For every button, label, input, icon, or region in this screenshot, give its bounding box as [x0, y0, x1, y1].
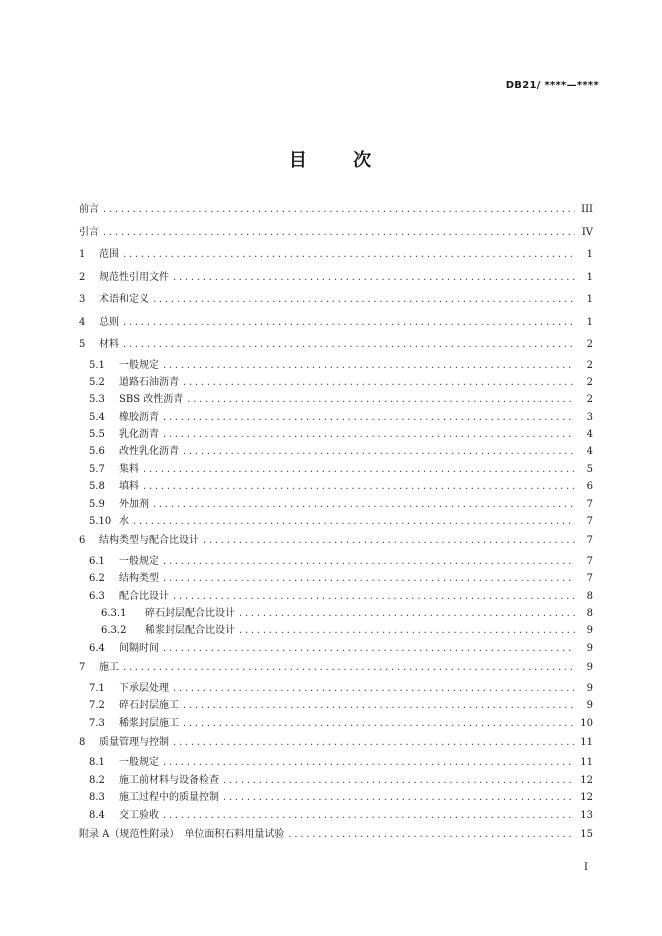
toc-entry-page: 12 — [580, 792, 593, 804]
toc-entry-page: 7 — [586, 498, 593, 510]
toc-dot-leader — [183, 443, 575, 460]
toc-entry[interactable] — [79, 680, 593, 697]
toc-entry[interactable] — [79, 244, 593, 267]
toc-entry-title: 稀浆封层施工 — [119, 717, 179, 729]
toc-entry-number: 5.10 — [89, 516, 112, 528]
toc-entry[interactable] — [79, 772, 593, 789]
toc-entry-number: 1 — [79, 249, 86, 260]
toc-dot-leader — [288, 824, 575, 847]
toc-entry-title: 一般规定 — [119, 359, 159, 371]
toc-entry-number: 6.2 — [89, 573, 105, 585]
toc-dot-leader — [163, 570, 575, 587]
toc-dot-leader — [163, 426, 575, 443]
document-code: DB21/ ****—**** — [505, 80, 599, 91]
toc-entry-number: 3 — [79, 294, 86, 305]
toc-entry-page: 13 — [580, 809, 593, 821]
toc-entry-page: 7 — [586, 516, 593, 528]
toc-entry[interactable] — [79, 754, 593, 771]
toc-entry-page: 1 — [586, 249, 593, 260]
toc-entry-title: 范围 — [99, 249, 119, 260]
toc-entry[interactable] — [79, 530, 593, 553]
toc-dot-leader — [173, 732, 575, 755]
toc-entry-title: 施工前材料与设备检查 — [119, 774, 219, 786]
toc-entry-page: 11 — [580, 736, 593, 748]
toc-entry-page: 8 — [586, 590, 593, 602]
toc-dot-leader — [223, 789, 575, 806]
toc-entry[interactable] — [79, 553, 593, 570]
toc-dot-leader — [239, 622, 575, 639]
toc-entry[interactable] — [79, 807, 593, 824]
toc-entry-page: 2 — [586, 359, 593, 371]
toc-entry-page: 1 — [586, 271, 593, 283]
toc-entry-title: 附录 A（规范性附录） 单位面积石料用量试验 — [79, 828, 285, 840]
toc-entry[interactable] — [79, 267, 593, 290]
toc-entry-number: 5.3 — [89, 394, 105, 406]
toc-dot-leader — [239, 605, 575, 622]
toc-entry-title: 交工验收 — [119, 809, 159, 821]
toc-entry-page: 2 — [586, 339, 593, 350]
toc-entry[interactable] — [79, 732, 593, 755]
toc-entry-page: 2 — [586, 394, 593, 406]
toc-entry[interactable] — [79, 824, 593, 847]
toc-entry-title: 水 — [119, 516, 129, 528]
toc-entry[interactable] — [79, 697, 593, 714]
toc-entry-title: 术语和定义 — [99, 294, 149, 305]
toc-entry[interactable] — [79, 443, 593, 460]
toc-entry-page: 9 — [586, 642, 593, 654]
toc-entry-page: 9 — [586, 662, 593, 674]
toc-dot-leader — [163, 357, 575, 374]
toc-entry[interactable] — [79, 478, 593, 495]
toc-entry[interactable] — [79, 789, 593, 806]
toc-entry-title: 总则 — [99, 316, 119, 328]
toc-entry-title: 下承层处理 — [119, 682, 169, 694]
toc-entry-title: 碎石封层配合比设计 — [145, 608, 235, 620]
toc-entry[interactable] — [79, 391, 593, 408]
toc-entry-title: 橡胶沥青 — [119, 411, 159, 423]
toc-entry-number: 8.1 — [89, 757, 105, 769]
toc-entry-page: 2 — [586, 376, 593, 388]
toc-dot-leader — [173, 267, 575, 290]
toc-entry-page: 6 — [586, 481, 593, 493]
toc-dot-leader — [163, 409, 575, 426]
toc-entry-page: 10 — [580, 717, 593, 729]
toc-entry-title: 碎石封层施工 — [119, 700, 179, 712]
toc-entry-number: 6.3 — [89, 590, 105, 602]
toc-entry-page: 1 — [586, 316, 593, 328]
toc-entry-number: 8.3 — [89, 792, 105, 804]
toc-entry-number: 6.4 — [89, 642, 105, 654]
toc-entry-number: 6 — [79, 535, 86, 547]
toc-entry-number: 5.2 — [89, 376, 105, 388]
toc-dot-leader — [133, 513, 575, 530]
toc-entry-number: 5.5 — [89, 429, 105, 441]
toc-dot-leader — [143, 478, 575, 495]
toc-entry[interactable] — [79, 570, 593, 587]
toc-entry-number: 5.8 — [89, 481, 105, 493]
toc-entry-number: 5.4 — [89, 411, 105, 423]
toc-entry-number: 5.1 — [89, 359, 105, 371]
toc-entry-page: 4 — [586, 429, 593, 441]
toc-entry[interactable] — [79, 426, 593, 443]
toc-entry-title: 改性乳化沥青 — [119, 446, 179, 458]
table-of-contents — [79, 199, 593, 846]
toc-dot-leader — [143, 461, 575, 478]
toc-entry-title: 稀浆封层配合比设计 — [145, 625, 235, 637]
toc-entry-page: 11 — [580, 757, 593, 769]
toc-dot-leader — [223, 772, 575, 789]
toc-dot-leader — [123, 334, 575, 357]
toc-dot-leader — [183, 715, 575, 732]
toc-dot-leader — [163, 640, 575, 657]
toc-entry-title: 填料 — [119, 481, 139, 493]
toc-dot-leader — [173, 588, 575, 605]
toc-entry-title: 前言 — [79, 204, 99, 215]
toc-entry-page: 7 — [586, 535, 593, 547]
toc-entry-number: 8.4 — [89, 809, 105, 821]
toc-dot-leader — [153, 289, 575, 312]
toc-entry-title: 结构类型与配合比设计 — [99, 535, 199, 547]
toc-entry-title: 材料 — [99, 339, 119, 350]
toc-entry[interactable] — [79, 513, 593, 530]
toc-entry-title: 间隔时间 — [119, 642, 159, 654]
toc-entry-title: 一般规定 — [119, 555, 159, 567]
footer-page-number: I — [584, 862, 588, 873]
toc-entry-title: 引言 — [79, 226, 99, 238]
toc-entry-title: SBS 改性沥青 — [119, 394, 184, 406]
toc-entry-number: 8.2 — [89, 774, 105, 786]
toc-entry-page: 1 — [586, 294, 593, 305]
toc-dot-leader — [163, 553, 575, 570]
toc-entry-title: 规范性引用文件 — [99, 271, 169, 283]
toc-entry-page: 9 — [586, 682, 593, 694]
toc-entry[interactable] — [79, 605, 593, 622]
toc-entry[interactable] — [79, 199, 593, 222]
toc-entry-title: 道路石油沥青 — [119, 376, 179, 388]
toc-entry-page: 4 — [586, 446, 593, 458]
toc-entry-number: 7 — [79, 662, 86, 674]
toc-entry[interactable] — [79, 622, 593, 639]
toc-entry-number: 6.1 — [89, 555, 105, 567]
toc-entry-page: IV — [581, 226, 593, 238]
toc-dot-leader — [173, 680, 575, 697]
toc-entry[interactable] — [79, 312, 593, 335]
toc-entry[interactable] — [79, 409, 593, 426]
toc-dot-leader — [123, 657, 575, 680]
toc-entry-number: 4 — [79, 316, 86, 328]
toc-entry-page: III — [581, 204, 593, 215]
toc-dot-leader — [153, 496, 575, 513]
toc-entry[interactable] — [79, 588, 593, 605]
toc-entry[interactable] — [79, 657, 593, 680]
toc-dot-leader — [163, 807, 575, 824]
toc-entry[interactable] — [79, 715, 593, 732]
toc-entry-number: 7.1 — [89, 682, 105, 694]
toc-entry-number: 6.3.1 — [101, 608, 127, 620]
toc-entry-page: 8 — [586, 608, 593, 620]
toc-entry-title: 配合比设计 — [119, 590, 169, 602]
toc-entry-number: 5.9 — [89, 498, 105, 510]
toc-entry-page: 9 — [586, 625, 593, 637]
toc-entry[interactable] — [79, 222, 593, 245]
toc-entry-number: 7.3 — [89, 717, 105, 729]
toc-entry-title: 施工过程中的质量控制 — [119, 792, 219, 804]
toc-dot-leader — [183, 697, 575, 714]
toc-entry[interactable] — [79, 357, 593, 374]
toc-entry-title: 质量管理与控制 — [99, 736, 169, 748]
toc-entry[interactable] — [79, 289, 593, 312]
toc-entry-page: 15 — [580, 828, 593, 840]
toc-dot-leader — [103, 199, 575, 222]
toc-entry-page: 12 — [580, 774, 593, 786]
toc-entry-page: 7 — [586, 555, 593, 567]
toc-dot-leader — [123, 312, 575, 335]
toc-dot-leader — [187, 391, 575, 408]
toc-entry-number: 8 — [79, 736, 86, 748]
toc-dot-leader — [183, 374, 575, 391]
toc-entry-number: 6.3.2 — [101, 625, 127, 637]
toc-entry-number: 5.7 — [89, 463, 105, 475]
toc-entry-title: 一般规定 — [119, 757, 159, 769]
toc-entry-title: 施工 — [99, 662, 119, 674]
toc-entry[interactable] — [79, 461, 593, 478]
toc-entry-page: 9 — [586, 700, 593, 712]
toc-dot-leader — [203, 530, 575, 553]
toc-entry-number: 2 — [79, 271, 86, 283]
toc-entry[interactable] — [79, 334, 593, 357]
toc-entry[interactable] — [79, 640, 593, 657]
toc-entry-page: 3 — [586, 411, 593, 423]
toc-entry-number: 7.2 — [89, 700, 105, 712]
toc-entry-number: 5.6 — [89, 446, 105, 458]
page-title: 目 次 — [288, 150, 374, 171]
toc-dot-leader — [103, 222, 575, 245]
toc-dot-leader — [123, 244, 575, 267]
toc-entry-title: 集料 — [119, 463, 139, 475]
toc-entry-title: 外加剂 — [119, 498, 149, 510]
toc-entry-title: 乳化沥青 — [119, 429, 159, 441]
toc-entry-title: 结构类型 — [119, 573, 159, 585]
toc-entry-page: 7 — [586, 573, 593, 585]
toc-dot-leader — [163, 754, 575, 771]
toc-entry-number: 5 — [79, 339, 86, 350]
toc-entry[interactable] — [79, 374, 593, 391]
toc-entry-page: 5 — [586, 463, 593, 475]
toc-entry[interactable] — [79, 496, 593, 513]
